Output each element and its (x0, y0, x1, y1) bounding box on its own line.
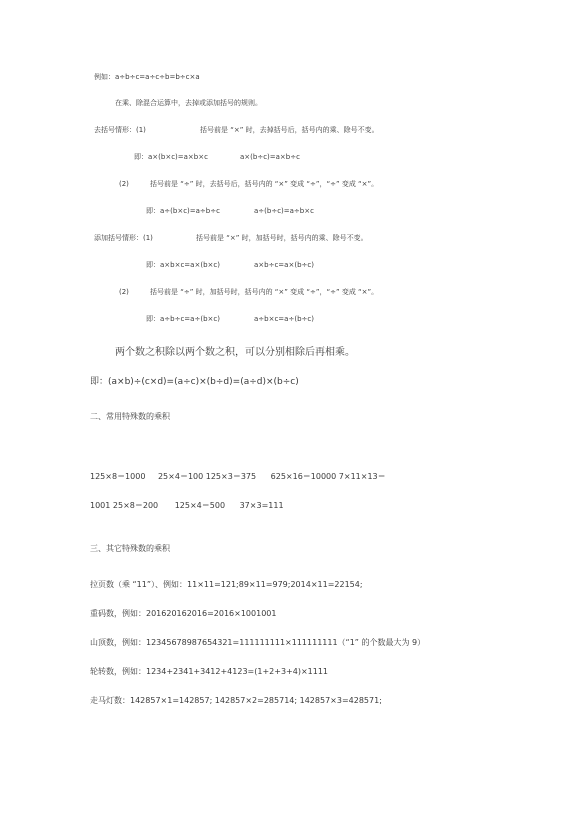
add-rule-2-eq-a: 即：a÷b÷c=a÷(b×c) (146, 315, 220, 323)
remove-rule-2-desc: 括号前是 “÷” 时，去括号后，括号内的 “×” 变成 “÷”，“÷” 变成 “×”。 (150, 180, 379, 188)
remove-rule-1-eq-a: 即：a×(b×c)=a×b×c (134, 153, 208, 161)
add-rule-1-eq-a: 即：a×b×c=a×(b×c) (146, 261, 220, 269)
special-products-line-2 (90, 502, 284, 510)
cyclic-number-line: 走马灯数：142857×1=142857; 142857×2=285714; 142857×3=428571; (90, 696, 382, 705)
product-group-1001: 1001 25×8＝200 (90, 501, 159, 510)
remove-rule-2-eq-b: a÷(b÷c)=a÷b×c (254, 207, 314, 215)
palindrome-11-line: 拉页数（乘 “11”）、例如：11×11=121;89×11=979;2014×11=22154; (90, 580, 363, 589)
add-rule-2-number: (2) (119, 288, 129, 296)
add-rule-1-eq-b: a×b÷c=a×(b÷c) (254, 261, 314, 269)
remove-rule-2-number: (2) (119, 180, 129, 188)
product-125x4: 125×4＝500 (174, 501, 226, 510)
add-rule-1-desc: 括号前是 “×” 时，加括号时，括号内的乘、除号不变。 (196, 234, 368, 242)
add-rule-2-desc: 括号前是 “÷” 时，加括号时，括号内的 “×” 变成 “÷”，“÷” 变成 “×”。 (150, 288, 379, 296)
repeat-number-line: 重码数，例如：201620162016=2016×1001001 (90, 609, 277, 618)
product-division-equation: 即：(a×b)÷(c×d)=(a÷c)×(b÷d)=(a÷d)×(b÷c) (90, 377, 299, 387)
product-group-625x16: 625×16＝10000 7×11×13＝ (270, 472, 386, 481)
product-group-25x4: 25×4＝100 125×3＝375 (157, 472, 257, 481)
rule-intro: 在乘、除混合运算中，去掉或添加括号的规则。 (115, 99, 262, 107)
add-rule-2-eq-b: a÷b×c=a÷(b÷c) (254, 315, 314, 323)
example-line: 例如：a÷b÷c=a÷c÷b=b÷c×a (94, 73, 200, 81)
special-products-line-1 (90, 473, 386, 481)
remove-rule-1-eq-b: a×(b÷c)=a×b÷c (240, 153, 300, 161)
rotation-number-line: 轮转数，例如：1234+2341+3412+4123=(1+2+3+4)×1111 (90, 667, 329, 676)
product-37x3: 37×3=111 (239, 501, 284, 510)
section-2-title: 二、常用特殊数的乘积 (90, 412, 170, 421)
product-division-rule: 两个数之积除以两个数之积，可以分别相除后再相乘。 (115, 347, 355, 358)
section-3-title: 三、其它特殊数的乘积 (90, 544, 170, 553)
add-brackets-label: 添加括号情形：(1) (94, 234, 153, 242)
remove-rule-2-eq-a: 即：a÷(b×c)=a÷b÷c (146, 207, 220, 215)
mountain-number-line: 山顶数，例如：12345678987654321=111111111×111111111（“1” 的个数最大为 9） (90, 638, 426, 647)
product-125x8: 125×8＝1000 (90, 472, 146, 481)
remove-brackets-label: 去括号情形：(1) (94, 126, 146, 134)
remove-rule-1-desc: 括号前是 “×” 时，去掉括号后，括号内的乘、除号不变。 (200, 126, 379, 134)
